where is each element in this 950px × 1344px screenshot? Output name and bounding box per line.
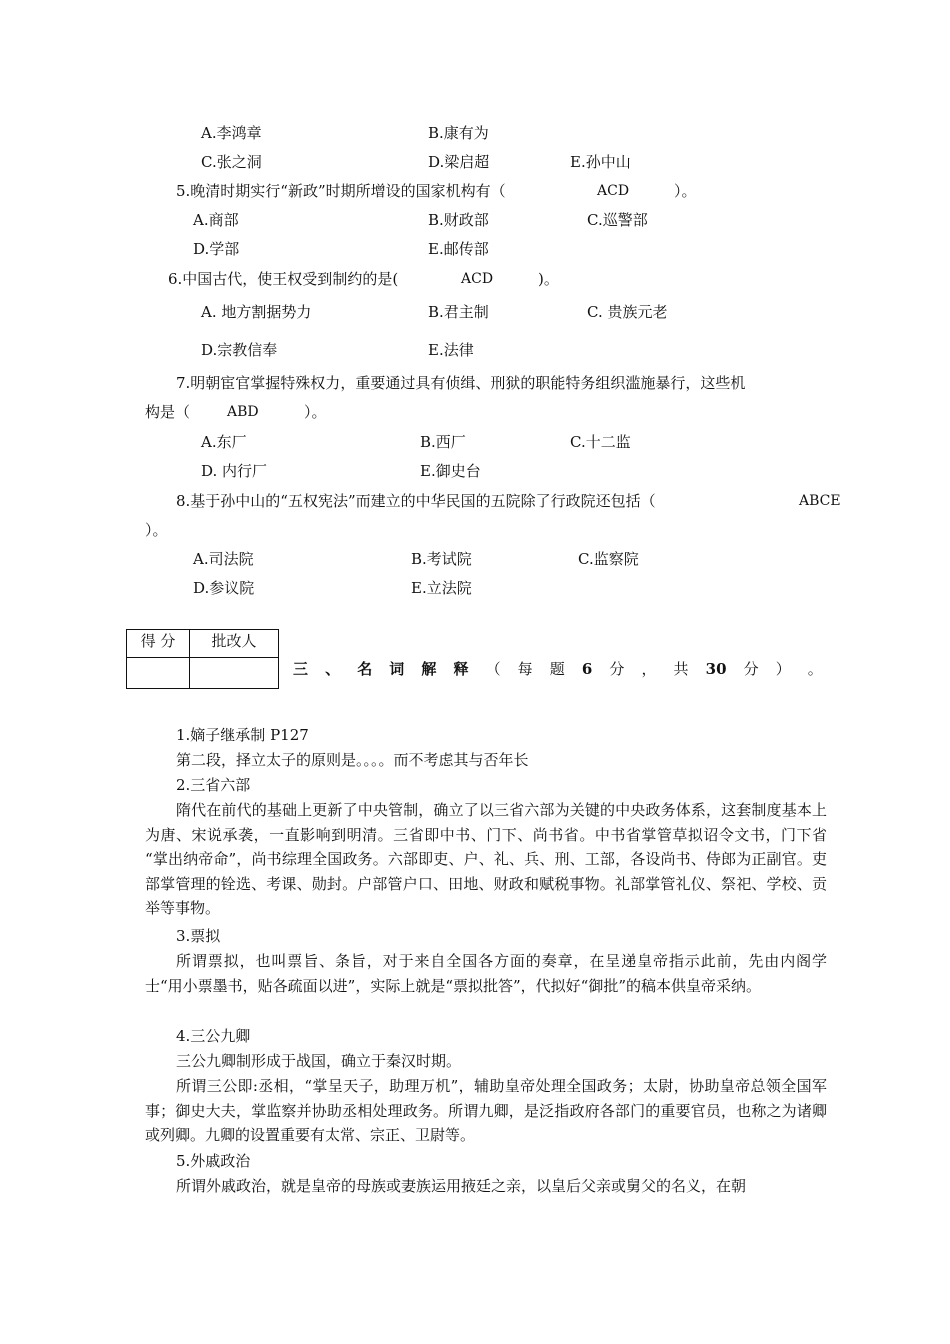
- q7-option-a: A.东厂: [201, 433, 247, 451]
- q6-option-d: D.宗教信奉: [201, 341, 278, 359]
- term5-title: 5.外戚政治: [176, 1152, 251, 1170]
- q8-option-c: C.监察院: [578, 550, 639, 568]
- q5-option-a: A.商部: [193, 211, 239, 229]
- q7-option-b: B.西厂: [420, 433, 466, 451]
- q7-option-c: C.十二监: [570, 433, 631, 451]
- term4-body: 所谓三公即:丞相，“掌呈天子，助理万机”，辅助皇帝处理全国政务；太尉，协助皇帝总领全国军事；御史大夫，掌监察并协助丞相处理政务。所谓九卿，是泛指政府各部门的重要官员，也称之为诸卿或列卿。九卿的设置重要有太常、宗正、卫尉等。: [145, 1077, 827, 1144]
- section3-char: ）: [775, 660, 791, 678]
- term1-body: 第二段，择立太子的原则是。。。。而不考虑其与否年长: [176, 751, 529, 769]
- section3-char: 、: [325, 660, 341, 678]
- q7-end: ）。: [304, 403, 327, 421]
- q5-answer: ACD: [597, 183, 630, 199]
- section3-title: [293, 659, 823, 679]
- section3-char: 共: [673, 660, 689, 678]
- section3-char: 。: [807, 660, 823, 678]
- section3-char: ，: [641, 660, 657, 678]
- section3-char: 30: [705, 660, 727, 678]
- q4-option-a: A.李鸿章: [201, 124, 262, 142]
- q8-option-b: B.考试院: [411, 550, 472, 568]
- q5-end: ）。: [674, 182, 697, 200]
- section3-char: 释: [453, 660, 469, 678]
- term3-body: 所谓票拟，也叫票旨、条旨，对于来自全国各方面的奏章，在呈递皇帝指示此前，先由内阁学士“用小票墨书，贴各疏面以进”，实际上就是“票拟批答”，代拟好“御批”的稿本供皇帝采纳。: [145, 952, 827, 995]
- q5-option-c: C.巡警部: [587, 211, 648, 229]
- section3-char: （: [485, 660, 501, 678]
- q6-option-c: C. 贵族元老: [587, 303, 668, 321]
- q5-stem: 5.晚清时期实行“新政”时期所增设的国家机构有（: [176, 182, 506, 200]
- q6-end: )。: [538, 270, 559, 288]
- q8-option-a: A.司法院: [193, 550, 254, 568]
- term5-body: 所谓外戚政治，就是皇帝的母族或妻族运用掖廷之亲，以皇后父亲或舅父的名义，在朝: [176, 1177, 747, 1195]
- q4-option-d: D.梁启超: [428, 153, 490, 171]
- q5-option-e: E.邮传部: [428, 240, 489, 258]
- q5-option-b: B.财政部: [428, 211, 489, 229]
- score-header: 得 分: [127, 630, 190, 658]
- q8-option-e: E.立法院: [411, 579, 472, 597]
- q7-option-e: E.御史台: [420, 462, 481, 480]
- section3-char: 题: [549, 660, 565, 678]
- q6-option-b: B.君主制: [428, 303, 489, 321]
- score-table: [126, 629, 279, 689]
- q7-stem-continued: 构是（: [145, 403, 191, 421]
- q6-option-e: E.法律: [428, 341, 474, 359]
- q4-option-b: B.康有为: [428, 124, 489, 142]
- section3-char: 每: [517, 660, 533, 678]
- q8-end: ）。: [145, 521, 168, 539]
- q4-option-c: C.张之洞: [201, 153, 262, 171]
- q4-option-e: E.孙中山: [570, 153, 631, 171]
- term4-body-intro: 三公九卿制形成于战国，确立于秦汉时期。: [176, 1052, 462, 1070]
- q8-answer: ABCE: [799, 493, 841, 509]
- section3-char: 分: [743, 660, 759, 678]
- q5-option-d: D.学部: [193, 240, 240, 258]
- section3-char: 名: [357, 660, 373, 678]
- grader-cell: [190, 658, 279, 689]
- section3-char: 6: [581, 660, 593, 678]
- section3-char: 分: [609, 660, 625, 678]
- q8-option-d: D.参议院: [193, 579, 255, 597]
- section3-char: 词: [389, 660, 405, 678]
- q7-option-d: D. 内行厂: [201, 462, 268, 480]
- q6-answer: ACD: [461, 271, 494, 287]
- term2-body: 隋代在前代的基础上更新了中央管制，确立了以三省六部为关键的中央政务体系，这套制度基本上为唐、宋说承袭，一直影响到明清。三省即中书、门下、尚书省。中书省掌管草拟诏令文书，门下省 “掌出纳帝命”，尚书综理全国政务。六部即吏、户、礼、兵、刑、工部，各设尚书、侍郎为正副官。吏部掌管理的铨选、考课、勋封。户部管户口、田地、财政和赋税事物。礼部掌管礼仪、祭祀、学校、贡举等事物。: [145, 801, 827, 917]
- q7-answer: ABD: [227, 404, 259, 420]
- section3-char: 三: [293, 660, 309, 678]
- q6-option-a: A. 地方割据势力: [201, 303, 312, 321]
- q6-stem: 6.中国古代，使王权受到制约的是(: [168, 270, 399, 288]
- term4-title: 4.三公九卿: [176, 1027, 251, 1045]
- q7-stem: 7.明朝宦官掌握特殊权力，重要通过具有侦缉、刑狱的职能特务组织滥施暴行，这些机: [176, 374, 746, 392]
- term1-title: 1.嫡子继承制 P127: [176, 726, 309, 744]
- term2-title: 2.三省六部: [176, 776, 251, 794]
- section3-char: 解: [421, 660, 437, 678]
- grader-header: 批改人: [190, 630, 279, 658]
- q8-stem: 8.基于孙中山的“五权宪法”而建立的中华民国的五院除了行政院还包括（: [176, 492, 656, 510]
- score-cell: [127, 658, 190, 689]
- term3-title: 3.票拟: [176, 927, 221, 945]
